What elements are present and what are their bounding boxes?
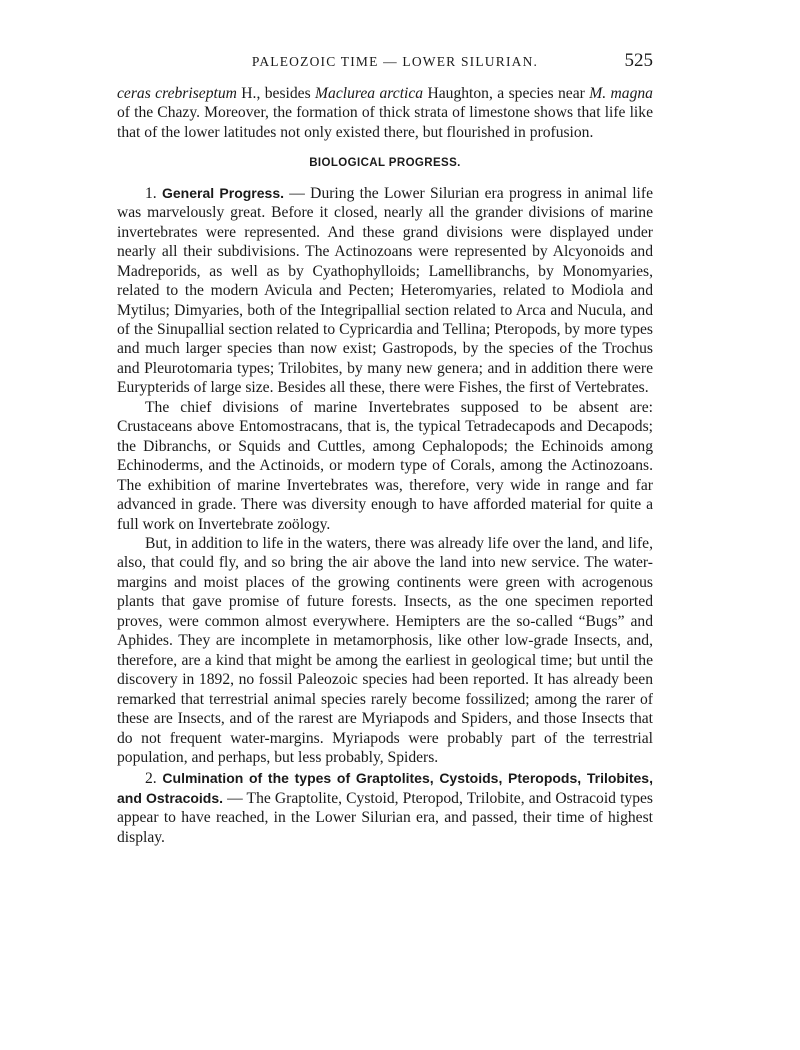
section-1-paragraph-2: The chief divisions of marine Invertebrates supposed to be absent are: Crustaceans above Entomostracans, that is, the typical Tetradecapods and Decapods; the Dibranchs, or Squids and Cuttles, among Cephalopods; the Echinoids among Echinoderms, and the Actinoids, or modern type of Corals, among the Actinozoans. The exhibition of marine Invertebrates was, therefore, very wide in range and far advanced in grade. There was diversity enough to have afforded material for quite a full work on Invertebrate zoölogy. <box>117 398 653 533</box>
page-number: 525 <box>624 50 653 71</box>
running-title: PALEOZOIC TIME — LOWER SILURIAN. <box>251 54 539 69</box>
body-text <box>117 84 653 847</box>
intro-italic-2: Maclurea arctica <box>315 85 424 102</box>
section-1-text-1: — During the Lower Silurian era progress in animal life was marvelously great. Before it closed, nearly all the grander divisions of marine invertebrates were represented. And these grand divisions were displayed under nearly all their subdivisions. The Actinozoans were represented by Alcyonoids and Madreporids, as well as by Cyathophylloids; Lamellibranchs, by Monomyaries, related to the modern Avicula and Pecten; Heteromyaries, related to Modiola and Mytilus; Dimyaries, both of the Integripallial section related to Arca and Nucula, and of the Sinupallial section related to Cypricardia and Tellina; Pteropods, by more types and much larger species than now exist; Gastropods, by the species of the Trochus and Pleurotomaria types; Trilobites, by many new genera; and in addition there were Eurypterids of large size. Besides all these, there were Fishes, the first of Vertebrates. <box>117 184 654 397</box>
section-1-title: General Progress. <box>162 184 285 201</box>
section-1-paragraph-3: But, in addition to life in the waters, there was already life over the land, and life, also, that could fly, and so bring the air above the land into new service. The water-margins and moist places of the growing continents were green with acrogenous plants that gave promise of future forests. Insects, as the one specimen reported proves, were common almost everywhere. Hemipters are the so-called “Bugs” and Aphides. They are incomplete in metamorphosis, like other low-grade Insects, and, therefore, are a kind that might be among the earliest in geological time; but until the discovery in 1892, no fossil Paleozoic species had been reported. It has already been remarked that terrestrial animal species rarely become fossilized; among the rarer of these are Insects, and of the rarest are Myriapods and Spiders, and those Insects that do not frequent water-margins. Myriapods were probably part of the terrestrial population, and perhaps, but less probably, Spiders. <box>117 534 653 766</box>
section-2-title: Culmination of the types of Graptolites, Cystoids, Pteropods, Trilobites, and Ostracoids. <box>117 770 653 806</box>
intro-italic-1: ceras crebriseptum <box>117 85 237 102</box>
section-heading: BIOLOGICAL PROGRESS. <box>309 157 461 170</box>
intro-italic-3: M. magna <box>589 85 653 102</box>
section-1-paragraph-1 <box>117 184 653 398</box>
intro-paragraph <box>117 84 653 142</box>
running-head <box>117 50 653 76</box>
section-2-number: 2. <box>145 770 157 788</box>
intro-text-2: Haughton, a species near <box>423 85 590 102</box>
section-2-text-1: — The Graptolite, Cystoid, Pteropod, Trilobite, and Ostracoid types appear to have reached, in the Lower Silurian era, and passed, their time of highest display. <box>117 789 654 846</box>
section-1-number: 1. <box>145 184 157 202</box>
intro-text-3: of the Chazy. Moreover, the formation of thick strata of limestone shows that life like that of the lower latitudes not only existed there, but flourished in profusion. <box>117 104 653 141</box>
section-2-paragraph-1 <box>117 769 653 847</box>
intro-text-1: H., besides <box>236 85 316 102</box>
